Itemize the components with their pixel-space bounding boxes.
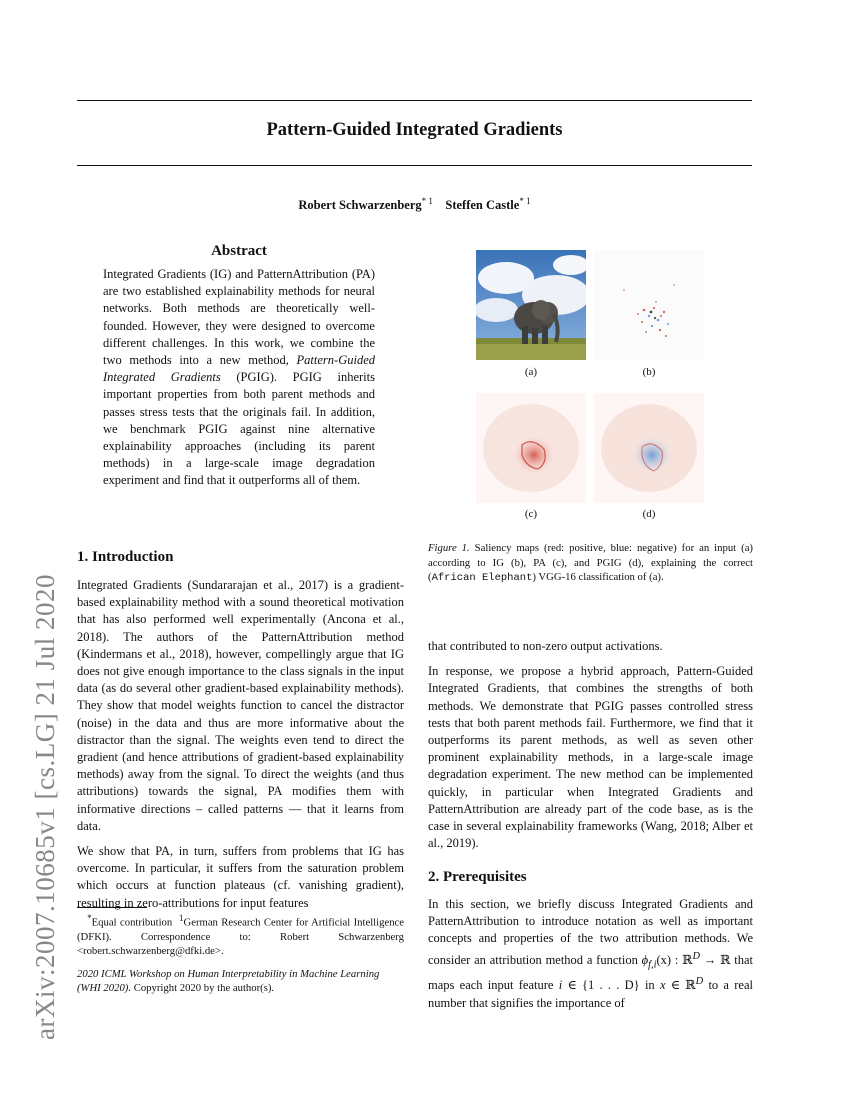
author-1-marks: * 1: [421, 196, 433, 206]
figure-panel-b: [594, 250, 704, 360]
pa-hotspot: [512, 435, 556, 475]
figure-panel-d: [594, 393, 704, 503]
figure-panel-a: [476, 250, 586, 360]
cloud: [476, 298, 518, 322]
abstract-text-1: Integrated Gradients (IG) and PatternAttribution (PA) are two established explainability methods for neural networks. Both methods are theoretically well-founded. However, they were designed to overcome different challenges. In this work, we combine the two methods into a new method,: [103, 267, 375, 368]
caption-text-1: Saliency maps (red: positive, blue: negative) for an input (a) according to IG (b), PA (c), and PGIG (d), explaining the correct (: [428, 542, 753, 584]
author-1: Robert Schwarzenberg: [298, 198, 422, 213]
prereq-paragraph: [428, 896, 753, 1012]
venue-copyright: Copyright 2020 by the author(s).: [131, 982, 275, 994]
title-bottom-rule: [77, 165, 752, 166]
math-dim-2: D: [695, 976, 704, 988]
intro-heading: 1. Introduction: [77, 549, 174, 565]
caption-label: Figure 1.: [428, 542, 470, 554]
intro-paragraph-2: We show that PA, in turn, suffers from problems that IG has overcome. In particular, it suffers from the saturation problem which occurs at function plateaus (cf. vanishing gradient), resulting in zero-attributions for input features: [77, 844, 404, 910]
footnote-affiliation: *Equal contribution $^1$German Research Center for Artificial Intelligence (DFKI). Correspondence to: Robert Schwarzenberg <robert.schwarzenberg@dfki.de>.: [77, 913, 405, 957]
figure-label-d: (d): [642, 508, 656, 520]
right-column-body: [428, 638, 753, 860]
math-dim: D: [692, 950, 701, 962]
caption-text-2: ) VGG-16 classification of (a).: [532, 571, 664, 584]
authors: [77, 196, 752, 213]
right-continuation: that contributed to non-zero output activations.: [428, 639, 663, 653]
math-phi: ϕ: [641, 952, 649, 967]
intro-body: [77, 577, 404, 920]
abstract-text-2: (PGIG). PGIG inherits important properties from both parent methods and passes stress tests that the originals fail. In addition, we benchmark PGIG against nine alternative explainability approaches (including its parent methods) in a large-scale image degradation experiment and find that it outperforms all of them.: [103, 370, 375, 488]
author-2: Steffen Castle: [445, 198, 520, 213]
prereq-body: [428, 896, 753, 1020]
math-phi-sub: f,i: [648, 959, 657, 971]
math-range: ∈ {1 . . . D} in: [562, 978, 660, 993]
pgig-hotspot: [632, 436, 672, 474]
footnote-rule: [77, 907, 147, 908]
arxiv-stamp: arXiv:2007.10685v1 [cs.LG] 21 Jul 2020: [30, 574, 60, 1040]
intro-paragraph-1: Integrated Gradients (Sundararajan et al., 2017) is a gradient-based explainability method with a sound theoretical motivation that has also performed well experimentally (Ancona et al., 2018). The authors of the PatternAttribution method (Kindermans et al., 2018), however, compellingly argue that IG does not give enough importance to the class signals in the input data (as do several other gradient-based explainability methods). They show that model weights function to cancel the distractor (noise) in the data and thus are more informative about the distractor than the signal. The weights even tend to direct the gradient (and hence attributions of gradient-based explainability methods) away from the signal. To direct the weights (and thus attributions) towards the signal, PA modifies them with informative directions – called patterns — that it learns from data.: [77, 578, 404, 833]
prereq-text-l: to a real number that signifies the importance of: [428, 978, 753, 1010]
paper-title: Pattern-Guided Integrated Gradients: [266, 120, 563, 140]
math-domain: (x) : ℝ: [656, 952, 693, 967]
figure-label-a: (a): [524, 366, 538, 378]
abstract-method-name: Pattern-Guided Integrated Gradients: [103, 353, 375, 385]
math-x: x: [659, 978, 666, 993]
grass-front: [476, 344, 586, 360]
footnote-affil: German Research Center for Artificial Intelligence (DFKI). Correspondence to: Robert Schwarzenberg <robert.schwarzenberg@dfki.de>.: [77, 916, 405, 957]
prereq-text-f: → ℝ that maps each input feature: [428, 952, 754, 993]
right-paragraph-2: In response, we propose a hybrid approach, Pattern-Guided Integrated Gradients, that combines the strengths of both methods. We demonstrate that PGIG passes controlled stress tests that both parent methods fail. Furthermore, we find that it outperforms its parent methods, as well as seven other prominent explainability methods, in a large-scale image degradation experiment. The new method can be implemented quickly, in particular when Integrated Gradients and PatternAttribution are already part of the code base, as is the case in several explainability frameworks (Wang, 2018; Alber et al., 2019).: [428, 664, 753, 851]
venue-name: 2020 ICML Workshop on Human Interpretability in Machine Learning (WHI 2020).: [77, 968, 380, 994]
figure-label-b: (b): [642, 366, 656, 378]
abstract-heading: Abstract: [211, 243, 267, 259]
figure-label-c: (c): [524, 508, 538, 520]
footnote-equal: Equal contribution: [91, 916, 173, 929]
caption-class-name: African Elephant: [431, 572, 533, 585]
figure-caption: [428, 541, 753, 586]
math-in-r: ∈ ℝ: [665, 978, 696, 993]
author-2-marks: * 1: [519, 196, 531, 206]
footnote-venue: [77, 967, 404, 995]
math-i: i: [558, 978, 563, 993]
abstract-body: [103, 266, 375, 490]
title-top-rule: [77, 100, 752, 101]
panel-bg: [594, 250, 704, 360]
prereq-text-a: In this section, we briefly discuss Integrated Gradients and PatternAttribution to introduce notation as well as important concepts and properties of the two attribution methods. We consider an attribution method a function: [428, 897, 753, 967]
prereq-heading: 2. Prerequisites: [428, 869, 527, 885]
figure-panel-c: [476, 393, 586, 503]
